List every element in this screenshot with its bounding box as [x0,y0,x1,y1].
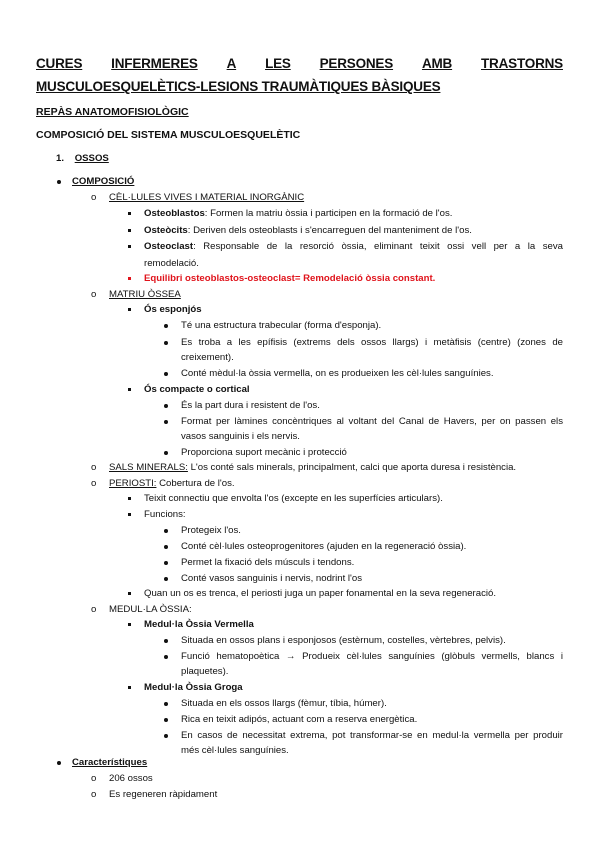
definition: : Deriven dels osteoblasts i s'encarreguen del manteniment de l'os. [187,225,472,236]
list-item: Funció hematopoètica → Produeix cèl·lules sanguínies (glòbuls vermells, blancs i [181,651,563,662]
definition: : Formen la matriu òssia i participen en la formació de l'os. [204,208,453,219]
bullet-dot [164,529,168,533]
list-item: Permet la fixació dels músculs i tendons. [181,557,355,568]
composicio-heading: COMPOSICIÓ [72,176,135,187]
definition: : Responsable de la resorció òssia, eliminant teixit ossi vell per a la seva [193,241,563,252]
square-bullet [128,592,131,595]
square-bullet [128,245,131,248]
square-bullet [128,686,131,689]
list-item: És la part dura i resistent de l'os. [181,400,320,411]
heading-number: 1. [56,153,65,164]
sub-bullet-o: o [91,789,97,800]
bullet-dot [164,561,168,565]
esponjos-title: Ós esponjós [144,304,202,315]
list-item-continuation: remodelació. [144,258,199,269]
list-item: Situada en els ossos llargs (fèmur, tíbia, húmer). [181,698,387,709]
section-heading: COMPOSICIÓ DEL SISTEMA MUSCULOESQUELÈTIC [36,129,301,141]
document-title-line-2: MUSCULOESQUELÈTICS-LESIONS TRAUMÀTIQUES BÀSIQUES [36,79,441,94]
list-item-continuation: plaquetes). [181,666,229,677]
term: Osteòcits [144,225,188,236]
bullet-dot [164,404,168,408]
title-word: TRASTORNS [481,56,563,71]
list-item: Situada en ossos plans i esponjosos (estèrnum, costelles, vèrtebres, pelvis). [181,635,506,646]
title-word: A [226,56,237,71]
bullet-dot [164,545,168,549]
periosti-item [109,478,235,490]
bullet-dot [164,702,168,706]
sub-bullet-o: o [91,773,97,784]
sub-bullet-o: o [91,604,97,615]
list-item-osteoblastos [144,208,452,220]
groga-title: Medul·la Òssia Groga [144,682,243,693]
bullet-dot [164,372,168,376]
bullet-dot [164,324,168,328]
numbered-heading-ossos [56,153,109,165]
list-item: Teixit connectiu que envolta l'os (excepte en les superfícies articulars). [144,493,443,504]
list-item: Proporciona suport mecànic i protecció [181,447,347,458]
list-item-continuation: vasos sanguinis i els nervis. [181,431,300,442]
bullet-dot [164,341,168,345]
medul-heading: MEDUL·LA ÒSSIA: [109,604,192,615]
list-item: 206 ossos [109,773,153,784]
item-text: L'os conté sals minerals, principalment, calci que aporta duresa i resistència. [187,462,517,473]
caracteristiques-heading: Característiques [72,757,148,768]
square-bullet [128,308,131,311]
list-item: Quan un os es trenca, el periosti juga un paper fonamental en la seva regeneració. [144,588,496,599]
sub-bullet-o: o [91,192,97,203]
title-word: CURES [36,56,83,71]
list-item: Es regeneren ràpidament [109,789,218,800]
term: Osteoclast [144,241,194,252]
sub-bullet-o: o [91,478,97,489]
list-item-osteoclast [144,241,563,253]
bullet-dot [164,655,168,659]
square-bullet [128,212,131,215]
heading-label: OSSOS [74,153,109,164]
bullet-dot [57,761,61,765]
title-word: INFERMERES [111,56,198,71]
list-item-osteocits [144,225,472,237]
bullet-dot [164,734,168,738]
bullet-dot [164,639,168,643]
square-bullet [128,497,131,500]
sub-bullet-o: o [91,462,97,473]
list-item: Conté mèdul·la òssia vermella, on es produeixen les cèl·lules sanguínies. [181,368,494,379]
square-bullet [128,229,131,232]
square-bullet [128,513,131,516]
square-bullet-red [128,277,131,280]
bullet-dot [57,180,61,184]
subtitle: REPÀS ANATOMOFISIOLÒGIC [36,106,189,118]
bullet-dot [164,718,168,722]
item-label: SALS MINERALS: [109,462,188,473]
bullet-dot [164,420,168,424]
list-item: Es troba a les epífisis (extrems dels ossos llargs) i metàfisis (centre) (zones de [181,337,563,348]
item-label: PERIOSTI: [109,478,157,489]
matriu-heading: MATRIU ÒSSEA [109,289,181,300]
list-item: Conté vasos sanguinis i nervis, nodrint l'os [181,573,363,584]
list-item: Protegeix l'os. [181,525,241,536]
list-item: Funcions: [144,509,186,520]
title-word: LES [265,56,291,71]
list-item-continuation: creixement). [181,352,234,363]
list-item: Conté cèl·lules osteoprogenitores (ajuden en la regeneració òssia). [181,541,467,552]
list-item: En casos de necessitat extrema, pot transformar-se en medul·la vermella per produir [181,730,563,741]
square-bullet [128,623,131,626]
list-item: Té una estructura trabecular (forma d'esponja). [181,320,382,331]
document-title-line-1 [36,56,563,71]
title-word: AMB [421,56,453,71]
sub-bullet-o: o [91,289,97,300]
compacte-title: Ós compacte o cortical [144,384,250,395]
bullet-dot [164,577,168,581]
item-text: Cobertura de l'os. [156,478,235,489]
list-item: Format per làmines concèntriques al voltant del Canal de Havers, per on passen els [181,416,563,427]
vermella-title: Medul·la Òssia Vermella [144,619,254,630]
list-item-continuation: més cèl·lules sanguínies. [181,745,289,756]
term: Osteoblastos [144,208,205,219]
cellules-heading: CÈL·LULES VIVES I MATERIAL INORGÀNIC [109,192,305,203]
equilibri-note: Equilibri osteoblastos-osteoclast= Remodelació òssia constant. [144,273,436,284]
title-word: PERSONES [319,56,394,71]
sals-minerals-item [109,462,516,474]
bullet-dot [164,451,168,455]
square-bullet [128,388,131,391]
list-item: Rica en teixit adipós, actuant com a reserva energètica. [181,714,418,725]
